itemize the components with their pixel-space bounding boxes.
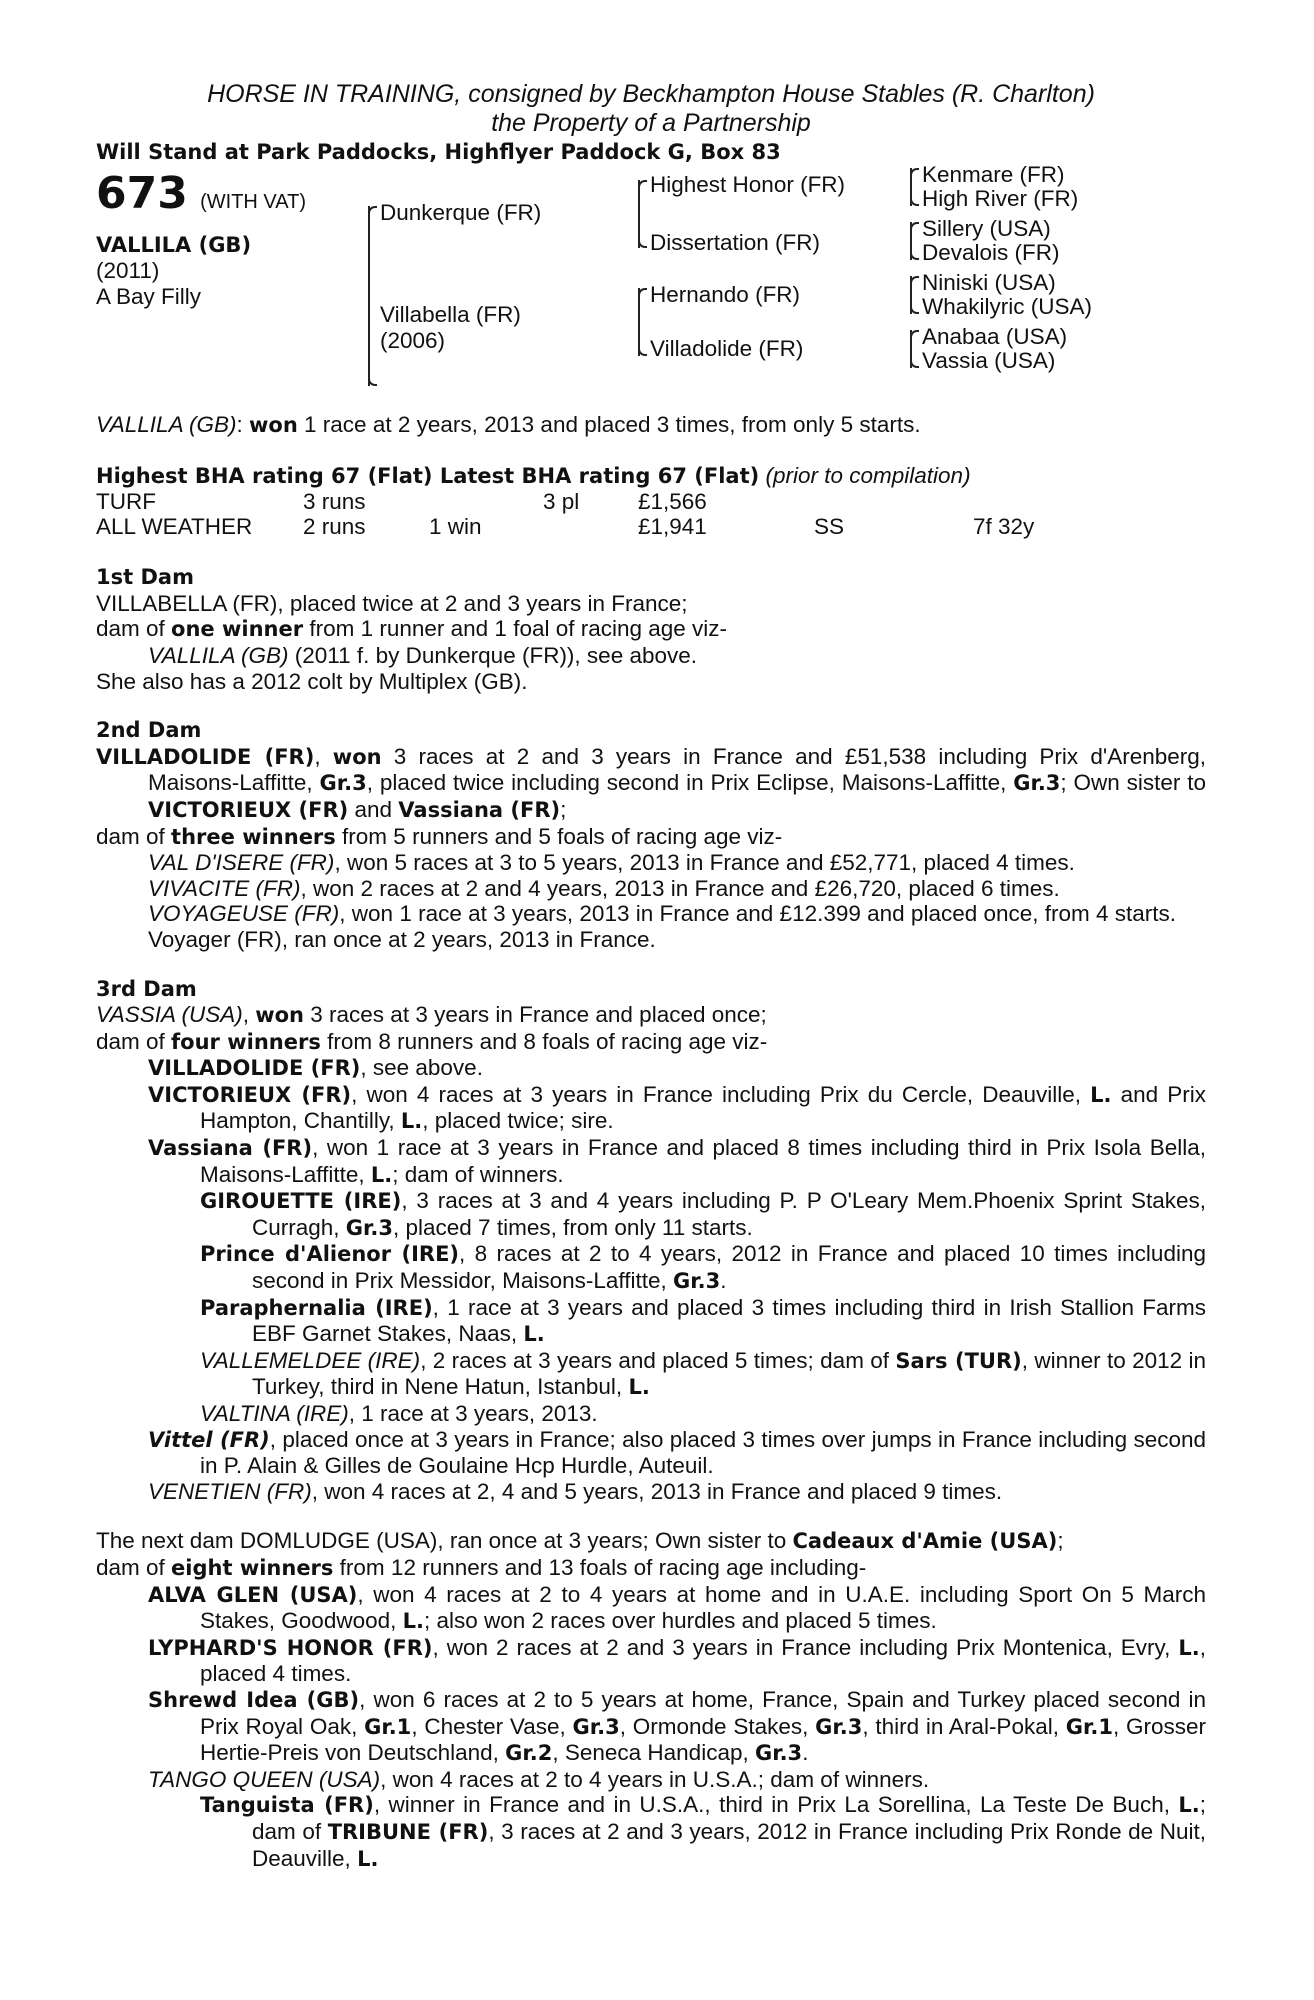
gen3-brace-3 <box>910 276 912 314</box>
rating-line: Highest BHA rating 67 (Flat) Latest BHA rating 67 (Flat) (prior to compilation) <box>96 462 971 488</box>
race-summary: VALLILA (GB): won 1 race at 2 years, 2013 and placed 3 times, from only 5 starts. <box>96 412 921 437</box>
granddaughter-foal-2: Prince d'Alienor (IRE), 8 races at 2 to 4 years, 2012 in France and placed 10 times including second in Prix Messidor, Maisons-Laffitte, Gr.3. <box>200 1241 1206 1294</box>
granddaughter-foal-3: Paraphernalia (IRE), 1 race at 3 years and placed 3 times including third in Irish Stallion Farms EBF Garnet Stakes, Naas, L. <box>200 1294 1206 1347</box>
second-dam-line: VILLADOLIDE (FR), won 3 races at 2 and 3 years in France and £51,538 including Prix d'Arenberg, Maisons-Laffitte, Gr.3, placed twice including second in Prix Eclipse, Maisons-Laffitte, Gr.3; Own sister to VICTORIEUX (FR) and Vassiana (FR); <box>96 743 1206 822</box>
first-dam-heading: 1st Dam <box>96 565 194 590</box>
pedigree-dam-dam: Villadolide (FR) <box>650 336 804 361</box>
pedigree-g3-8: Vassia (USA) <box>922 348 1056 373</box>
granddaughter-foal-5: VALTINA (IRE), 1 race at 3 years, 2013. <box>200 1401 598 1426</box>
lot-description: A Bay Filly <box>96 284 202 309</box>
aw-distance: 7f 32y <box>973 514 1035 540</box>
pedigree-g3-5: Niniski (USA) <box>922 270 1056 295</box>
race-record-table <box>96 489 1206 541</box>
aw-earnings: £1,941 <box>638 514 707 540</box>
second-dam-produce: dam of three winners from 5 runners and 5 foals of racing age viz- <box>96 823 783 849</box>
pedigree-sire: Dunkerque (FR) <box>380 200 542 225</box>
second-dam-foal-3: VOYAGEUSE (FR), won 1 race at 3 years, 2013 in France and £12.399 and placed once, from 4 starts. <box>148 901 1177 927</box>
lot-number-row <box>96 168 307 219</box>
third-dam-foal-5: VENETIEN (FR), won 4 races at 2, 4 and 5 years, 2013 in France and placed 9 times. <box>148 1478 1003 1504</box>
sire-line-brace <box>638 180 640 248</box>
lot-number: 673 <box>96 168 188 219</box>
sire-dam-brace <box>368 206 370 386</box>
first-dam-note: She also has a 2012 colt by Multiplex (GB). <box>96 668 528 694</box>
pedigree-g3-6: Whakilyric (USA) <box>922 294 1093 319</box>
third-dam-heading: 3rd Dam <box>96 976 197 1001</box>
turf-label: TURF <box>96 489 156 515</box>
next-dam-granddaughter: Tanguista (FR), winner in France and in U.S.A., third in Prix La Sorellina, La Teste De Buch, L.; dam of TRIBUNE (FR), 3 races at 2 and 3 years, 2012 in France including Prix Ronde de Nuit, Deauville, L. <box>200 1792 1207 1871</box>
property-line: the Property of a Partnership <box>491 109 811 137</box>
turf-runs: 3 runs <box>303 489 366 515</box>
pedigree-g3-7: Anabaa (USA) <box>922 324 1068 349</box>
pedigree-dam: Villabella (FR) <box>380 302 521 327</box>
third-dam-foal-2: VICTORIEUX (FR), won 4 races at 3 years in France including Prix du Cercle, Deauville, L. and Prix Hampton, Chantilly, L., placed twice; sire. <box>148 1081 1206 1134</box>
granddaughter-foal-4: VALLEMELDEE (IRE), 2 races at 3 years and placed 5 times; dam of Sars (TUR), winner to 2012 in Turkey, third in Nene Hatun, Istanbul, L. <box>200 1347 1206 1400</box>
third-dam-foal-4: Vittel (FR), placed once at 3 years in France; also placed 3 times over jumps in France including second in P. Alain & Gilles de Goulaine Hcp Hurdle, Auteuil. <box>148 1426 1207 1479</box>
pedigree-dam-year: (2006) <box>380 328 446 353</box>
aw-label: ALL WEATHER <box>96 514 253 540</box>
next-dam-produce: dam of eight winners from 12 runners and 13 foals of racing age including- <box>96 1554 867 1580</box>
pedigree-g3-2: High River (FR) <box>922 186 1079 211</box>
aw-wins: 1 win <box>429 514 482 540</box>
gen3-brace-4 <box>910 330 912 368</box>
third-dam-foal-3: Vassiana (FR), won 1 race at 3 years in France and placed 8 times including third in Prix Isola Bella, Maisons-Laffitte, L.; dam of winners. <box>148 1135 1207 1187</box>
pedigree-g3-1: Kenmare (FR) <box>922 162 1065 187</box>
first-dam-foal: VALLILA (GB) (2011 f. by Dunkerque (FR)), see above. <box>148 642 698 668</box>
gen3-brace-2 <box>910 222 912 260</box>
next-dam-line: The next dam DOMLUDGE (USA), ran once at 3 years; Own sister to Cadeaux d'Amie (USA); <box>96 1528 1064 1554</box>
vat-label: (WITH VAT) <box>200 191 307 213</box>
second-dam-foal-2: VIVACITE (FR), won 2 races at 2 and 4 years, 2013 in France and £26,720, placed 6 times. <box>148 875 1060 901</box>
second-dam-heading: 2nd Dam <box>96 718 202 743</box>
lot-name: VALLILA (GB) <box>96 233 252 257</box>
granddaughter-foal-1: GIROUETTE (IRE), 3 races at 3 and 4 years including P. P O'Leary Mem.Phoenix Sprint Stakes, Curragh, Gr.3, placed 7 times, from only 11 starts. <box>200 1188 1206 1240</box>
next-dam-foal-2: LYPHARD'S HONOR (FR), won 2 races at 2 and 3 years in France including Prix Montenica, Evry, L., placed 4 times. <box>148 1634 1206 1687</box>
first-dam-line: VILLABELLA (FR), placed twice at 2 and 3 years in France; <box>96 590 688 616</box>
next-dam-foal-1: ALVA GLEN (USA), won 4 races at 2 to 4 years at home and in U.A.E. including Sport On 5 March Stakes, Goodwood, L.; also won 2 races over hurdles and placed 5 times. <box>148 1581 1206 1634</box>
lot-year: (2011) <box>96 258 160 283</box>
dam-line-brace <box>638 288 640 356</box>
turf-placed: 3 pl <box>543 489 580 515</box>
aw-runs: 2 runs <box>303 514 366 540</box>
pedigree-g3-3: Sillery (USA) <box>922 216 1051 241</box>
consignor-line: HORSE IN TRAINING, consigned by Beckhampton House Stables (R. Charlton) <box>207 80 1095 108</box>
third-dam-foal-1: VILLADOLIDE (FR), see above. <box>148 1055 483 1081</box>
next-dam-foal-4: TANGO QUEEN (USA), won 4 races at 2 to 4 years in U.S.A.; dam of winners. <box>148 1766 930 1792</box>
catalogue-page <box>96 80 1206 1872</box>
location-line: Will Stand at Park Paddocks, Highflyer Paddock G, Box 83 <box>96 140 781 164</box>
pedigree-block <box>96 162 1206 406</box>
second-dam-foal-4: Voyager (FR), ran once at 2 years, 2013 in France. <box>148 926 656 952</box>
next-dam-foal-3: Shrewd Idea (GB), won 6 races at 2 to 5 years at home, France, Spain and Turkey placed second in Prix Royal Oak, Gr.1, Chester Vase, Gr.3, Ormonde Stakes, Gr.3, third in Aral-Pokal, Gr.1, Grosser Hertie-Preis von Deutschland, Gr.2, Seneca Handicap, Gr.3. <box>148 1686 1206 1766</box>
pedigree-sire-dam: Dissertation (FR) <box>650 230 821 255</box>
aw-course: SS <box>814 514 845 540</box>
third-dam-produce: dam of four winners from 8 runners and 8 foals of racing age viz- <box>96 1028 768 1054</box>
pedigree-sire-sire: Highest Honor (FR) <box>650 172 846 197</box>
pedigree-g3-4: Devalois (FR) <box>922 240 1060 265</box>
pedigree-dam-sire: Hernando (FR) <box>650 282 801 307</box>
turf-earnings: £1,566 <box>638 489 707 515</box>
gen3-brace-1 <box>910 168 912 206</box>
second-dam-foal-1: VAL D'ISERE (FR), won 5 races at 3 to 5 years, 2013 in France and £52,771, placed 4 times. <box>148 850 1075 876</box>
third-dam-line: VASSIA (USA), won 3 races at 3 years in France and placed once; <box>96 1002 767 1028</box>
first-dam-produce: dam of one winner from 1 runner and 1 foal of racing age viz- <box>96 616 728 642</box>
